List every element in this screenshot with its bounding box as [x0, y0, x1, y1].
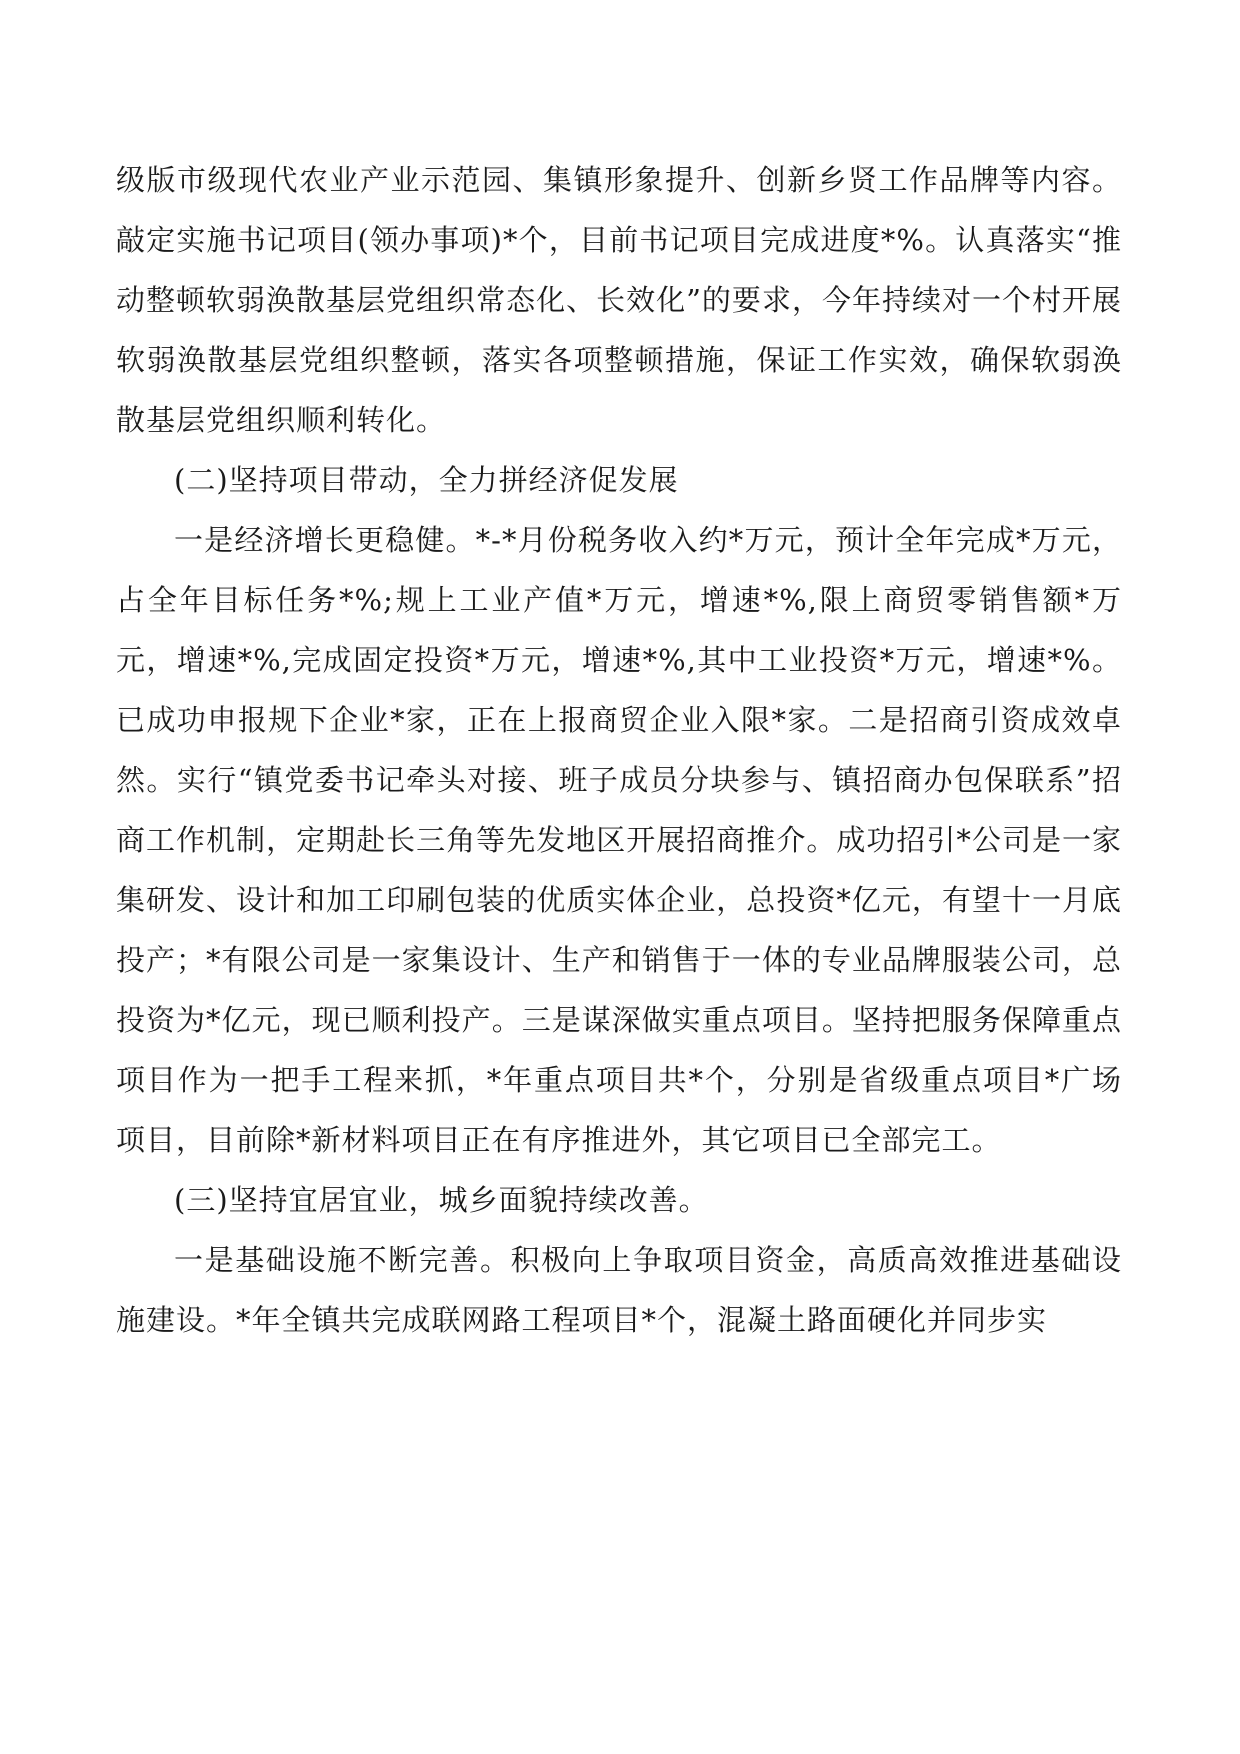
body-paragraph-1: 级版市级现代农业产业示范园、集镇形象提升、创新乡贤工作品牌等内容。敲定实施书记项目(领办事项)*个，目前书记项目完成进度*%。认真落实“推动整顿软弱涣散基层党组织常态化、长效化”的要求，今年持续对一个村开展软弱涣散基层党组织整顿，落实各项整顿措施，保证工作实效，确保软弱涣散基层党组织顺利转化。: [116, 163, 1122, 437]
section-heading-2: (二)坚持项目带动，全力拼经济促发展: [174, 463, 679, 497]
body-paragraph-2: 一是经济增长更稳健。*-*月份税务收入约*万元，预计全年完成*万元，占全年目标任务*%;规上工业产值*万元，增速*%,限上商贸零销售额*万元，增速*%,完成固定投资*万元，增速*%,其中工业投资*万元，增速*%。已成功申报规下企业*家，正在上报商贸企业入限*家。二是招商引资成效卓然。实行“镇党委书记牵头对接、班子成员分块参与、镇招商办包保联系”招商工作机制，定期赴长三角等先发地区开展招商推介。成功招引*公司是一家集研发、设计和加工印刷包装的优质实体企业，总投资*亿元，有望十一月底投产；*有限公司是一家集设计、生产和销售于一体的专业品牌服装公司，总投资为*亿元，现已顺利投产。三是谋深做实重点项目。坚持把服务保障重点项目作为一把手工程来抓，*年重点项目共*个，分别是省级重点项目*广场项目，目前除*新材料项目正在有序推进外，其它项目已全部完工。: [116, 523, 1122, 1157]
section-heading-3: (三)坚持宜居宜业，城乡面貌持续改善。: [174, 1183, 709, 1217]
body-paragraph-3: 一是基础设施不断完善。积极向上争取项目资金，高质高效推进基础设施建设。*年全镇共完成联网路工程项目*个，混凝土路面硬化并同步实: [116, 1243, 1122, 1337]
document-body: [116, 150, 1122, 1350]
